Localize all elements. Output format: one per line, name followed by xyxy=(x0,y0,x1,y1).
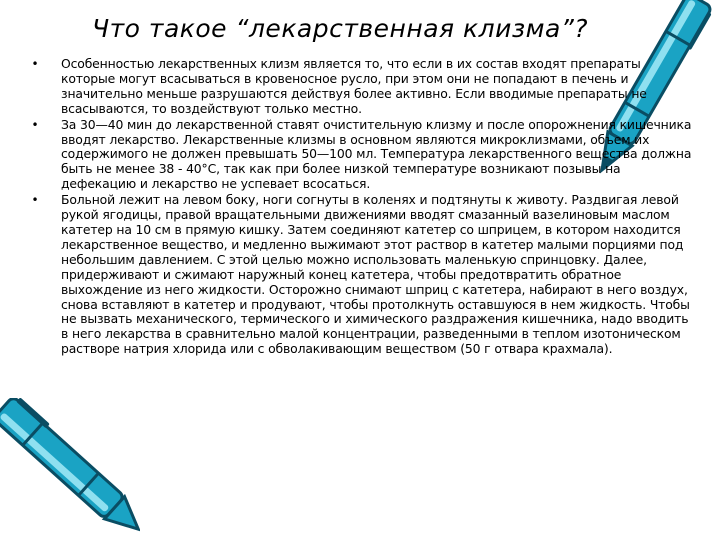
bullet-item xyxy=(30,193,692,357)
bullet-item xyxy=(30,57,692,117)
slide-title: Что такое “лекарственная клизма”? xyxy=(91,14,589,43)
bullet-list xyxy=(30,57,692,357)
bullet-text: Больной лежит на левом боку, ноги согнуты в коленях и подтянуты к животу. Раздвигая левой рукой ягодицы, правой вращательными движениями вводят смазанный вазелиновым маслом катетер на 10 см в прямую кишку. Затем соединяют катетер со шприцем, в котором находится лекарственное вещество, и медленно выжимают этот раствор в катетер малыми порциями под небольшим давлением. С этой целью можно использовать маленькую спринцовку. Далее, придерживают и сжимают наружный конец катетера, чтобы предотвратить обратное выхождение из него жидкости. Осторожно снимают шприц с катетера, набирают в него воздух, снова вставляют в катетер и продувают, чтобы протолкнуть оставшуюся в нем жидкость. Чтобы не вызвать механического, термического и химического раздражения кишечника, надо вводить в него лекарства в сравнительно малой концентрации, разведенными в теплом изотоническом растворе натрия хлорида или с обволакивающим веществом (50 г отвара крахмала). xyxy=(61,192,690,357)
pen-icon xyxy=(0,398,140,540)
bullet-marker: • xyxy=(31,57,39,71)
bullet-text: Особенностью лекарственных клизм является то, что если в их состав входят препараты которые могут всасываться в кровеносное русло, при этом они не попадают в печень и значительно меньше разрушаются действуя более активно. Если вводимые препараты не всасываются, то воздействуют только местно. xyxy=(61,56,647,116)
bullet-marker: • xyxy=(31,193,39,208)
bullet-item xyxy=(30,118,692,193)
bullet-marker: • xyxy=(31,117,39,132)
bullet-text: За 30—40 мин до лекарственной ставят очистительную клизму и после опорожнения кишечника вводят лекарство. Лекарственные клизмы в основном являются микроклизмами, объем их содержимого не должен превышать 50—100 мл. Температура лекарственного вещества должна быть не менее 38 - 40°С, так как при более низкой температуре возникают позывы на дефекацию и лекарство не успевает всосаться. xyxy=(61,116,692,192)
